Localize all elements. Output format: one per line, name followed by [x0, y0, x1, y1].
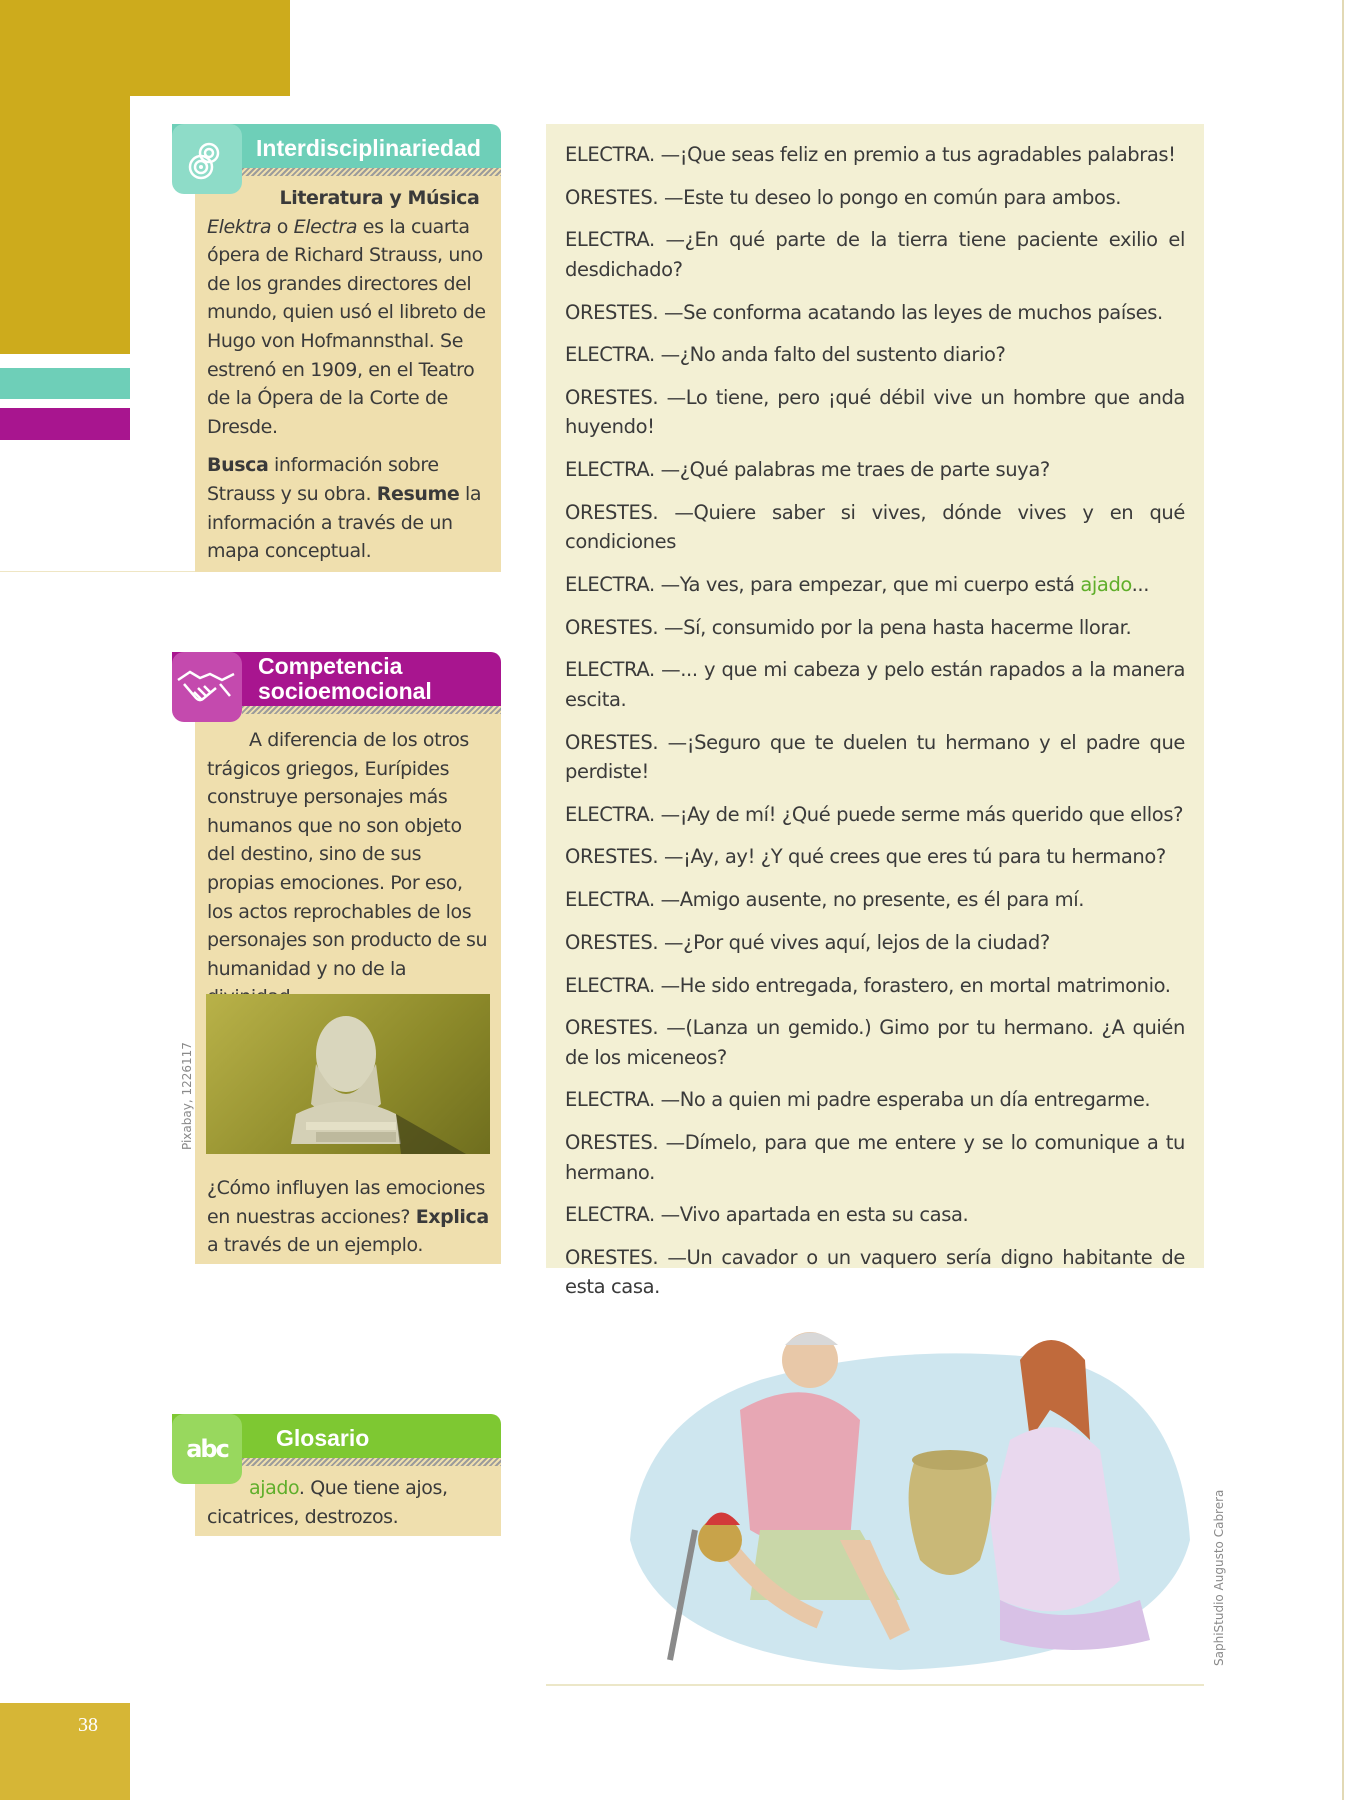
text: la información a través de un mapa conceptual. — [207, 482, 482, 563]
text: es la cuarta ópera de Richard Strauss, uno de los grandes directores del mundo, quien usó el libreto de Hugo von Hofmannsthal. Se estrenó en 1909, en el Teatro de la Ópera de la Corte de Dresde. — [207, 215, 486, 438]
dialogue-line — [565, 140, 1185, 170]
dialogue-speaker: ORESTES. — [565, 930, 659, 954]
paragraph-instruction — [207, 451, 492, 565]
text: información sobre Strauss y su obra. — [207, 454, 439, 505]
dialogue-speech: —¡Seguro que te duelen tu hermano y el padre que perdiste! — [565, 730, 1185, 784]
dialogue-line — [565, 455, 1185, 485]
dialogue-speaker: ORESTES. — [565, 845, 659, 869]
dialogue-speaker: ORESTES. — [565, 1016, 659, 1040]
dialogue-speaker: ORESTES. — [565, 730, 659, 754]
dialogue-line — [565, 225, 1185, 284]
glossary-definition: . Que tiene ajos, cicatrices, destrozos. — [207, 1477, 448, 1528]
page-number: 38 — [78, 1714, 98, 1736]
dialogue-speaker: ELECTRA. — [565, 573, 655, 596]
dialogue-speech: —¿No anda falto del sustento diario? — [654, 343, 1006, 367]
dialogue-speech-end: ... — [1131, 573, 1150, 596]
dialogue-speech: —Vivo apartada en esta su casa. — [654, 1203, 969, 1227]
dialogue-speech: —Este tu deseo lo pongo en común para ambos. — [658, 185, 1122, 209]
text: o — [271, 215, 294, 238]
text-italic: Elektra — [207, 215, 272, 238]
page-number-band — [0, 1703, 130, 1800]
dialogue-line — [565, 298, 1185, 328]
image-credit: Pixabay, 1226117 — [180, 1042, 194, 1150]
dialogue-speaker: ORESTES. — [565, 1131, 659, 1155]
paragraph — [207, 213, 492, 442]
dialogue-speech: —Lo tiene, pero ¡qué débil vive un hombre que anda huyendo! — [565, 385, 1185, 439]
dialogue-speech: —¡Que seas feliz en premio a tus agradables palabras! — [654, 143, 1176, 166]
dialogue-speaker: ELECTRA. — [565, 458, 655, 482]
dialogue-speaker: ELECTRA. — [565, 658, 655, 682]
dialogue-line — [565, 971, 1185, 1001]
dialogue-line — [565, 1200, 1185, 1230]
illustration-credit: SaphiStudio Augusto Cabrera — [1212, 1489, 1226, 1666]
dialogue-speech: —No a quien mi padre esperaba un día entregarme. — [654, 1088, 1151, 1112]
dialogue-speech: —¿Qué palabras me traes de parte suya? — [654, 458, 1050, 482]
dialogue-speaker: ORESTES. — [565, 300, 659, 324]
dialogue-speaker: ORESTES. — [565, 500, 659, 524]
dialogue-speech: —Ya ves, para empezar, que mi cuerpo está — [654, 573, 1081, 596]
decorative-band-magenta — [0, 408, 130, 440]
dialogue-speaker: ORESTES. — [565, 385, 659, 409]
text-bold: Busca — [207, 454, 269, 477]
dialogue-line — [565, 842, 1185, 872]
dialogue-speaker: ELECTRA. — [565, 228, 655, 252]
dialogue-speech: —Quiere saber si vives, dónde vives y en qué condiciones — [565, 500, 1185, 554]
decorative-divider — [0, 571, 195, 572]
dialogue-speech: —¡Ay, ay! ¿Y qué crees que eres tú para tu hermano? — [658, 845, 1166, 869]
text-bold: Explica — [415, 1205, 489, 1228]
dialogue-speaker: ORESTES. — [565, 615, 659, 639]
glossary-entry — [207, 1474, 492, 1531]
page-edge-line — [1342, 0, 1344, 1800]
dialogue-speaker: ELECTRA. — [565, 1203, 655, 1227]
dialogue-speech: —¡Ay de mí! ¿Qué puede serme más querido que ellos? — [654, 802, 1184, 826]
subtitle: Literatura y Música — [279, 187, 480, 209]
dialogue-line — [565, 655, 1185, 714]
dialogue-speech: —Dímelo, para que me entere y se lo comunique a tu hermano. — [565, 1131, 1185, 1184]
dialogue-speaker: ELECTRA. — [565, 973, 655, 997]
dialogue-text — [565, 140, 1185, 1315]
dialogue-line — [565, 383, 1185, 442]
glossary-term: ajado — [249, 1477, 299, 1499]
decorative-band-gold-top — [0, 0, 290, 96]
dialogue-speaker: ELECTRA. — [565, 802, 655, 826]
dialogue-speaker: ORESTES. — [565, 185, 659, 209]
dialogue-speaker: ELECTRA. — [565, 343, 655, 367]
competencia-paragraph — [207, 726, 492, 1012]
dialogue-line — [565, 570, 1185, 600]
text-bold: Resume — [376, 482, 460, 505]
euripides-bust-image — [206, 994, 490, 1154]
handshake-icon — [172, 652, 242, 722]
decorative-band-teal — [0, 368, 130, 399]
dialogue-line — [565, 613, 1185, 643]
dialogue-line — [565, 183, 1185, 213]
dialogue-line — [565, 800, 1185, 830]
title-line: socioemocional — [258, 678, 432, 704]
decorative-band-gold-side — [0, 96, 130, 354]
dialogue-speech: —Un cavador o un vaquero sería digno habitante de esta casa. — [565, 1245, 1185, 1299]
interdisciplinariedad-content — [207, 184, 492, 566]
header-stripe — [242, 706, 501, 714]
dialogue-speaker: ELECTRA. — [565, 1088, 655, 1112]
text-italic: Electra — [293, 215, 358, 238]
dialogue-speaker: ELECTRA. — [565, 888, 655, 912]
dialogue-speech: —¿Por qué vives aquí, lejos de la ciudad? — [658, 930, 1050, 954]
dialogue-line — [565, 728, 1185, 787]
dialogue-line — [565, 498, 1185, 557]
glossary-term-highlight: ajado — [1080, 573, 1132, 596]
text: ¿Cómo influyen las emociones en nuestras acciones? — [207, 1177, 485, 1228]
dialogue-speech: —(Lanza un gemido.) Gimo por tu hermano. ¿A quién de los miceneos? — [565, 1016, 1185, 1069]
dialogue-line — [565, 885, 1185, 915]
header-stripe — [242, 1458, 501, 1466]
dialogue-line — [565, 928, 1185, 958]
glosario-content — [207, 1474, 492, 1531]
dialogue-line — [565, 1243, 1185, 1302]
glosario-title: Glosario — [276, 1425, 370, 1451]
orestes-electra-illustration — [600, 1300, 1200, 1680]
abc-icon-letters: abc — [186, 1435, 228, 1463]
dialogue-speech: —Se conforma acatando las leyes de muchos países. — [658, 300, 1163, 324]
dialogue-speech: —... y que mi cabeza y pelo están rapados a la manera escita. — [565, 658, 1185, 711]
header-stripe — [242, 168, 501, 176]
question — [207, 1174, 492, 1260]
title-line: Competencia — [258, 653, 403, 679]
dialogue-line — [565, 340, 1185, 370]
dialogue-speaker: ELECTRA. — [565, 143, 655, 166]
dialogue-line — [565, 1013, 1185, 1072]
paragraph: A diferencia de los otros trágicos griegos, Eurípides construye personajes más humanos que no son objeto del destino, sino de sus propias emociones. Por eso, los actos reprochables de los personajes son producto de su humanidad y no de la — [207, 729, 488, 980]
competencia-question — [207, 1174, 492, 1260]
dialogue-speech: —Amigo ausente, no presente, es él para mí. — [654, 888, 1085, 912]
dialogue-line — [565, 1085, 1185, 1115]
dialogue-speech: —¿En qué parte de la tierra tiene paciente exilio el desdichado? — [565, 228, 1185, 281]
dialogue-line — [565, 1128, 1185, 1187]
dialogue-speech: —Sí, consumido por la pena hasta hacerme llorar. — [658, 615, 1132, 639]
text: a través de un ejemplo. — [207, 1234, 424, 1257]
dialogue-speech: —He sido entregada, forastero, en mortal matrimonio. — [654, 973, 1171, 997]
interdisciplinariedad-title: Interdisciplinariedad — [256, 135, 481, 161]
dialogue-speaker: ORESTES. — [565, 1245, 659, 1269]
competencia-title — [258, 654, 432, 704]
illustration-bottom-line — [546, 1684, 1204, 1686]
